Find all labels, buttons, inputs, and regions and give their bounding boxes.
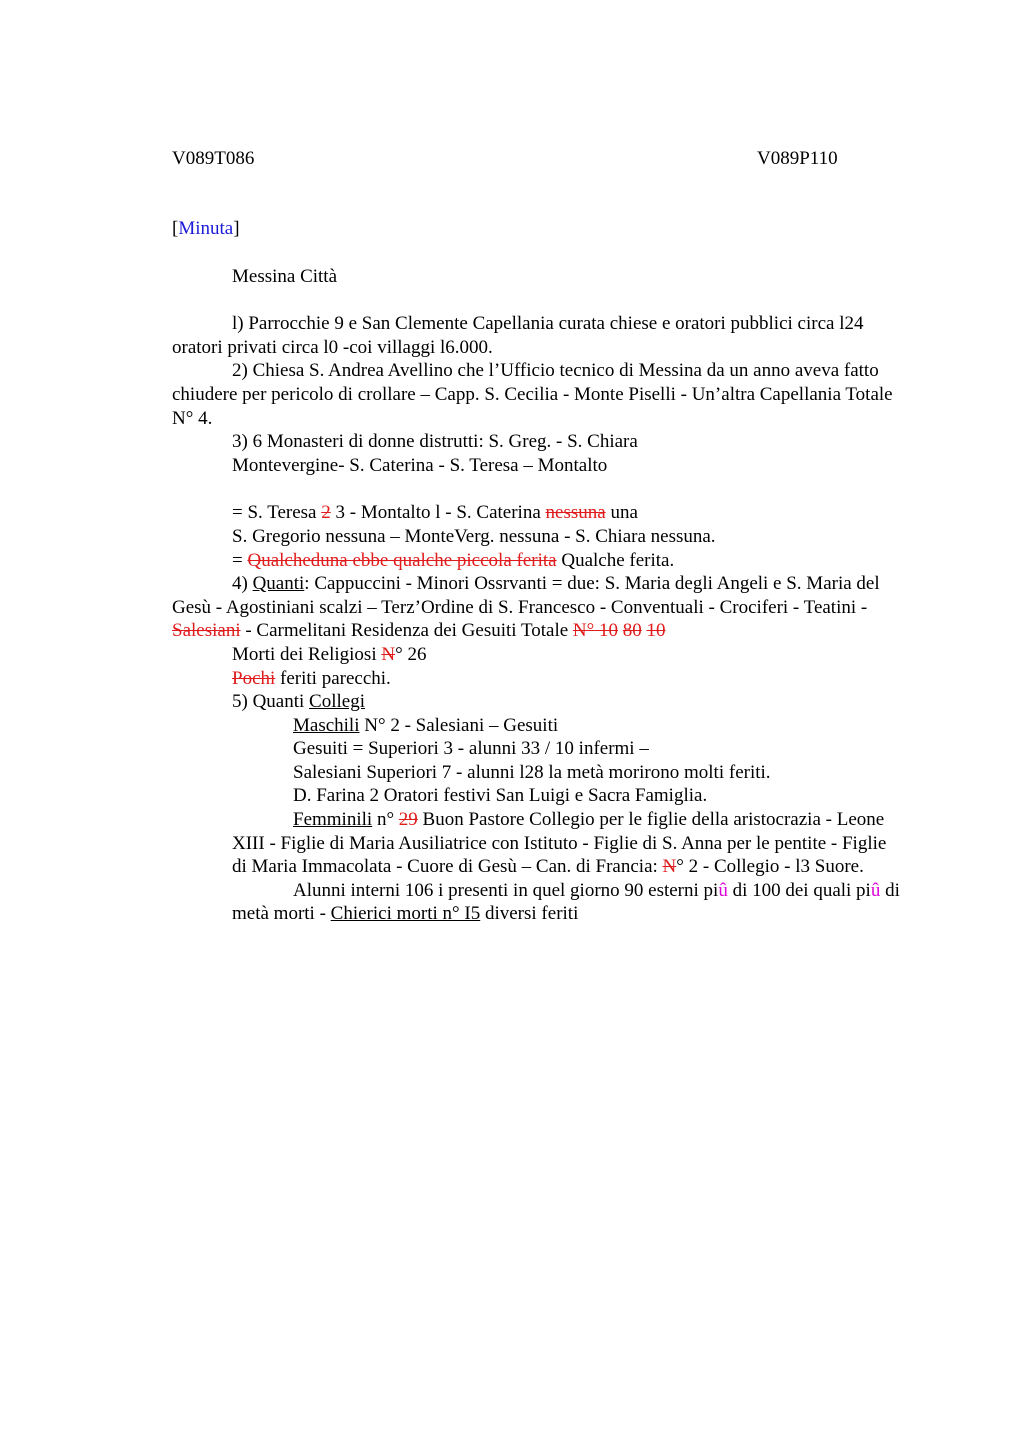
gesuiti-line: Gesuiti = Superiori 3 - alunni 33 / 10 infermi –	[293, 738, 649, 760]
deleted-text: nessuna	[545, 502, 606, 524]
minuta-label: [Minuta]	[172, 218, 240, 239]
deleted-text: N	[381, 643, 396, 665]
item-4: 4) Quanti: Cappuccini - Minori Ossrvanti = due: S. Maria degli Angeli e S. Maria del Gesù - Agostiniani scalzi – Terz’Ordine di S. Francesco - Conventuali - Crociferi - Teatini - Salesiani - Carmelitani Residenza dei Gesuiti Totale N° 10 80 10	[172, 573, 880, 642]
salesiani-line: Salesiani Superiori 7 - alunni l28 la metà morirono molti feriti.	[293, 761, 771, 783]
deleted-text: 10	[646, 620, 666, 642]
item-2: 2) Chiesa S. Andrea Avellino che l’Ufficio tecnico di Messina da un anno aveva fatto chiudere per pericolo di crollare – Capp. S. Cecilia - Monte Piselli - Un’altra Capellania Totale N° 4.	[172, 360, 893, 429]
deleted-text: Qualcheduna ebbe qualche piccola ferita	[247, 549, 557, 571]
maschili-line: Maschili N° 2 - Salesiani – Gesuiti	[293, 714, 559, 736]
farina-line: D. Farina 2 Oratori festivi San Luigi e Sacra Famiglia.	[293, 785, 708, 807]
page-title: Messina Città	[232, 265, 338, 287]
deleted-text: N° 10	[572, 620, 618, 642]
morti-line: Morti dei Religiosi N° 26	[232, 643, 427, 665]
document-body	[172, 217, 902, 926]
underlined-text: Chierici morti n° I5	[330, 903, 481, 925]
deleted-text: 29	[398, 809, 418, 831]
document-code-left: V089T086	[172, 148, 255, 169]
item-1: l) Parrocchie 9 e San Clemente Capellania curata chiese e oratori pubblici circa l24 oratori privati circa l0 -coi villaggi l6.000.	[172, 313, 864, 358]
deleted-text: N	[662, 856, 677, 878]
item-3-line-b: Montevergine- S. Caterina - S. Teresa – Montalto	[232, 454, 608, 476]
underlined-text: Femminili	[293, 809, 373, 831]
deleted-text: 80	[622, 620, 642, 642]
femminili-paragraph: Femminili n° 29 Buon Pastore Collegio per le figlie della aristocrazia - Leone XIII - Figlie di Maria Ausiliatrice con Istituto - Figlie di S. Anna per le pentite - Figlie di Maria Immacolata - Cuore di Gesù – Can. di Francia: N° 2 - Collegio - l3 Suore.	[232, 809, 887, 878]
underlined-text: Collegi	[309, 691, 365, 713]
item-3-line-a: 3) 6 Monasteri di donne distrutti: S. Greg. - S. Chiara	[232, 431, 638, 453]
accent-glyph: û	[718, 879, 728, 901]
pochi-line: Pochi feriti parecchi.	[232, 667, 391, 689]
teresa-line: = S. Teresa 2 3 - Montalto l - S. Caterina nessuna una	[232, 502, 638, 524]
underlined-text: Quanti	[252, 573, 305, 595]
deleted-text: Pochi	[232, 667, 276, 689]
deleted-text: Salesiani	[172, 620, 241, 642]
accent-glyph: û	[870, 879, 881, 901]
alunni-paragraph: Alunni interni 106 i presenti in quel giorno 90 esterni piû di 100 dei quali piû di metà morti - Chierici morti n° I5 diversi feriti	[232, 879, 900, 925]
deleted-text: 2	[321, 502, 331, 524]
document-code-right: V089P110	[757, 148, 838, 169]
underlined-text: Maschili	[293, 714, 360, 736]
item-5: 5) Quanti Collegi	[232, 691, 365, 713]
minuta-link: Minuta	[178, 218, 234, 239]
ferita-line: = Qualcheduna ebbe qualche piccola ferita Qualche ferita.	[232, 549, 675, 571]
gregorio-line: S. Gregorio nessuna – MonteVerg. nessuna - S. Chiara nessuna.	[232, 525, 716, 547]
